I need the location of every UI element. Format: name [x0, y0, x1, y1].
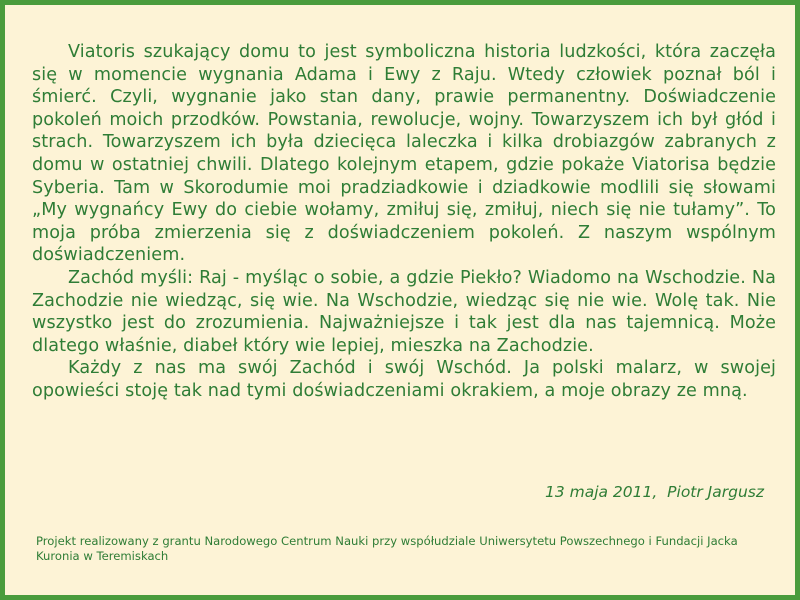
paragraph-1: Viatoris szukający domu to jest symboliczna historia ludzkości, która zaczęła się w momencie wygnania Adama i Ewy z Raju. Wtedy człowiek poznał ból i śmierć. Czyli, wygnanie jako stan dany, prawie permanentny. Doświadczenie pokoleń moich przodków. Powstania, rewolucje, wojny. Towarzyszem ich był głód i strach. Towarzyszem ich była dziecięca laleczka i kilka drobiazgów zabranych z domu w ostatniej chwili. Dlatego kolejnym etapem, gdzie pokaże Viatorisa będzie Syberia. Tam w Skorodumie moi pradziadkowie i dziadkowie modlili się słowami „My wygnańcy Ewy do ciebie wołamy, zmiłuj się, zmiłuj, niech się nie tułamy”. To moja próba zmierzenia się z doświadczeniem pokoleń. Z naszym wspólnym doświadczeniem. [32, 42, 776, 266]
date-signature: 13 maja 2011, Piotr Jargusz [544, 483, 764, 501]
essay-body [32, 41, 776, 403]
paragraph-3: Każdy z nas ma swój Zachód i swój Wschód. Ja polski malarz, w swojej opowieści stoję tak nad tymi doświadczeniami okrakiem, a moje obrazy ze mną. [32, 358, 776, 401]
grant-footer-note: Projekt realizowany z grantu Narodowego Centrum Nauki przy współudziale Uniwersytetu Powszechnego i Fundacji Jacka Kuronia w Teremiskach [36, 534, 738, 563]
paragraph-2: Zachód myśli: Raj - myśląc o sobie, a gdzie Piekło? Wiadomo na Wschodzie. Na Zachodzie nie wiedząc, się wie. Na Wschodzie, wiedząc się nie wie. Wolę tak. Nie wszystko jest do zrozumienia. Najważniejsze i tak jest dla nas tajemnicą. Może dlatego właśnie, diabeł który wie lepiej, mieszka na Zachodzie. [32, 267, 776, 356]
